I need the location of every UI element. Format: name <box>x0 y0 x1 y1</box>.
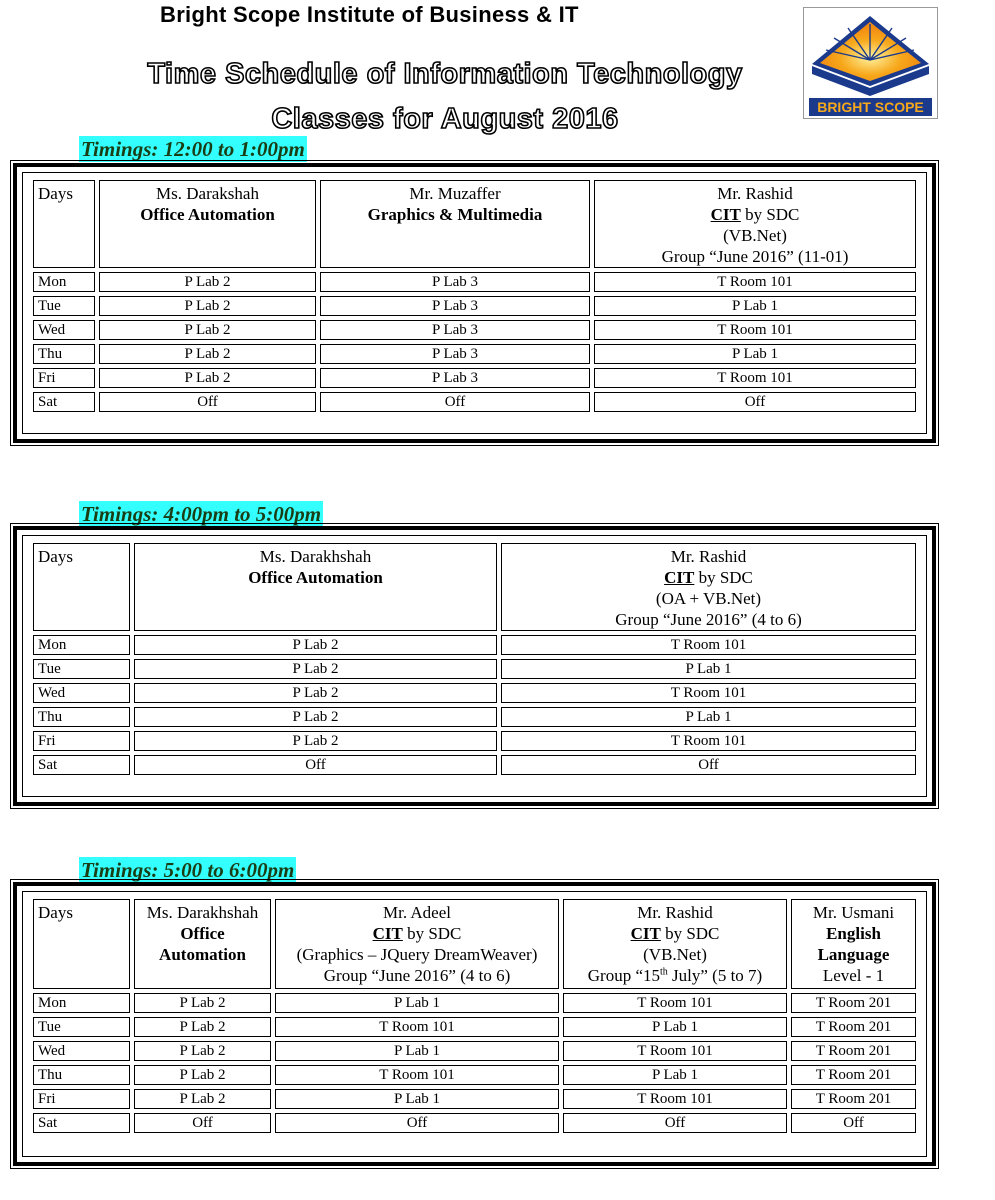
day-cell: Sat <box>33 1113 130 1133</box>
col-header: Mr. Muzaffer Graphics & Multimedia <box>320 180 590 268</box>
table-row <box>33 755 916 775</box>
table-row <box>33 1113 916 1133</box>
room-cell: P Lab 1 <box>275 993 559 1013</box>
room-cell: P Lab 2 <box>134 1065 271 1085</box>
col-header: Ms. Darakhshah Office Automation <box>134 899 271 989</box>
table-row <box>33 296 916 316</box>
room-cell: Off <box>563 1113 787 1133</box>
room-cell: Off <box>594 392 916 412</box>
room-cell: P Lab 2 <box>99 344 316 364</box>
room-cell: T Room 101 <box>275 1065 559 1085</box>
day-cell: Tue <box>33 1017 130 1037</box>
room-cell: T Room 201 <box>791 1065 916 1085</box>
table-row <box>33 272 916 292</box>
table-row <box>33 707 916 727</box>
room-cell: Off <box>99 392 316 412</box>
room-cell: P Lab 2 <box>134 731 497 751</box>
room-cell: P Lab 3 <box>320 344 590 364</box>
days-header: Days <box>33 899 130 989</box>
table-row <box>33 993 916 1013</box>
room-cell: P Lab 1 <box>563 1065 787 1085</box>
room-cell: T Room 101 <box>501 731 916 751</box>
room-cell: Off <box>134 755 497 775</box>
day-cell: Sat <box>33 392 95 412</box>
title-line-1: Time Schedule of Information Technology <box>147 58 743 90</box>
day-cell: Thu <box>33 344 95 364</box>
timing-2: Timings: 4:00pm to 5:00pm <box>81 502 322 526</box>
day-cell: Tue <box>33 296 95 316</box>
room-cell: P Lab 1 <box>594 344 916 364</box>
room-cell: P Lab 1 <box>275 1041 559 1061</box>
schedule-table-1 <box>13 163 936 443</box>
day-cell: Wed <box>33 683 130 703</box>
room-cell: Off <box>791 1113 916 1133</box>
day-cell: Thu <box>33 1065 130 1085</box>
table-row <box>33 392 916 412</box>
table-row <box>33 659 916 679</box>
room-cell: Off <box>275 1113 559 1133</box>
table-row <box>33 731 916 751</box>
room-cell: P Lab 3 <box>320 368 590 388</box>
table-row <box>33 683 916 703</box>
table-row <box>33 1041 916 1061</box>
room-cell: P Lab 2 <box>99 368 316 388</box>
room-cell: Off <box>320 392 590 412</box>
day-cell: Fri <box>33 731 130 751</box>
room-cell: P Lab 1 <box>594 296 916 316</box>
room-cell: P Lab 3 <box>320 296 590 316</box>
col-header: Ms. Darakshah Office Automation <box>99 180 316 268</box>
day-cell: Wed <box>33 1041 130 1061</box>
day-cell: Mon <box>33 993 130 1013</box>
room-cell: T Room 101 <box>275 1017 559 1037</box>
room-cell: T Room 101 <box>563 1041 787 1061</box>
room-cell: T Room 101 <box>563 1089 787 1109</box>
table-row <box>33 368 916 388</box>
day-cell: Wed <box>33 320 95 340</box>
day-cell: Fri <box>33 368 95 388</box>
room-cell: T Room 101 <box>501 683 916 703</box>
room-cell: T Room 101 <box>563 993 787 1013</box>
room-cell: P Lab 1 <box>563 1017 787 1037</box>
room-cell: T Room 101 <box>594 272 916 292</box>
room-cell: T Room 201 <box>791 1041 916 1061</box>
col-header: Mr. Rashid CIT by SDC (VB.Net) Group “15th July” (5 to 7) <box>563 899 787 989</box>
room-cell: P Lab 2 <box>134 659 497 679</box>
col-header: Mr. Usmani English Language Level - 1 <box>791 899 916 989</box>
table-row <box>33 635 916 655</box>
schedule-table-3 <box>13 882 936 1166</box>
day-cell: Tue <box>33 659 130 679</box>
schedule-table-2 <box>13 526 936 806</box>
day-cell: Mon <box>33 635 130 655</box>
col-header: Mr. Adeel CIT by SDC (Graphics – JQuery DreamWeaver) Group “June 2016” (4 to 6) <box>275 899 559 989</box>
page-title <box>80 52 810 142</box>
room-cell: P Lab 2 <box>134 993 271 1013</box>
institute-name: Bright Scope Institute of Business & IT <box>160 2 579 27</box>
room-cell: P Lab 2 <box>134 635 497 655</box>
day-cell: Sat <box>33 755 130 775</box>
room-cell: T Room 201 <box>791 1017 916 1037</box>
room-cell: P Lab 1 <box>275 1089 559 1109</box>
room-cell: P Lab 2 <box>134 1041 271 1061</box>
room-cell: T Room 101 <box>594 320 916 340</box>
room-cell: P Lab 2 <box>134 707 497 727</box>
bright-scope-logo <box>803 7 938 119</box>
col-header: Ms. Darakhshah Office Automation <box>134 543 497 631</box>
room-cell: T Room 101 <box>594 368 916 388</box>
room-cell: P Lab 2 <box>99 272 316 292</box>
room-cell: Off <box>501 755 916 775</box>
table-row <box>33 1089 916 1109</box>
room-cell: T Room 101 <box>501 635 916 655</box>
timing-1: Timings: 12:00 to 1:00pm <box>81 137 305 161</box>
logo-text: BRIGHT SCOPE <box>817 99 924 115</box>
timing-3: Timings: 5:00 to 6:00pm <box>81 858 295 882</box>
room-cell: P Lab 2 <box>99 296 316 316</box>
room-cell: T Room 201 <box>791 993 916 1013</box>
room-cell: P Lab 1 <box>501 659 916 679</box>
col-header: Mr. Rashid CIT by SDC (VB.Net) Group “June 2016” (11-01) <box>594 180 916 268</box>
room-cell: P Lab 2 <box>134 683 497 703</box>
room-cell: P Lab 2 <box>99 320 316 340</box>
room-cell: P Lab 3 <box>320 272 590 292</box>
day-cell: Fri <box>33 1089 130 1109</box>
room-cell: P Lab 3 <box>320 320 590 340</box>
table-row <box>33 1065 916 1085</box>
room-cell: P Lab 2 <box>134 1017 271 1037</box>
days-header: Days <box>33 180 95 268</box>
table-row <box>33 344 916 364</box>
room-cell: T Room 201 <box>791 1089 916 1109</box>
col-header: Mr. Rashid CIT by SDC (OA + VB.Net) Group “June 2016” (4 to 6) <box>501 543 916 631</box>
room-cell: P Lab 1 <box>501 707 916 727</box>
days-header: Days <box>33 543 130 631</box>
title-line-2: Classes for August 2016 <box>271 103 619 135</box>
day-cell: Mon <box>33 272 95 292</box>
room-cell: P Lab 2 <box>134 1089 271 1109</box>
table-row <box>33 1017 916 1037</box>
room-cell: Off <box>134 1113 271 1133</box>
day-cell: Thu <box>33 707 130 727</box>
table-row <box>33 320 916 340</box>
